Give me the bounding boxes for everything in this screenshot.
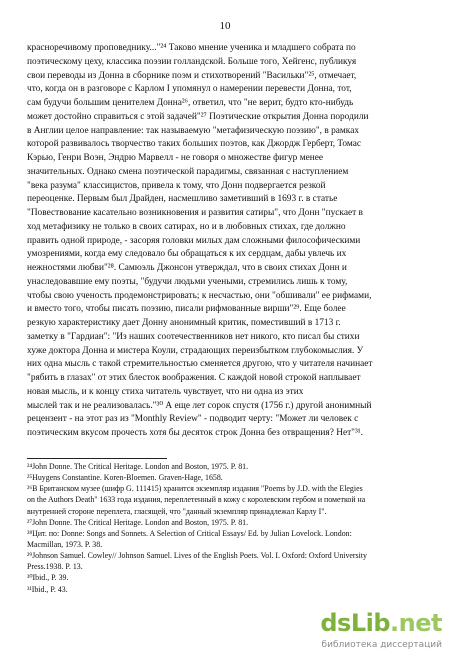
body-line: "рябить в глазах" от этих блесток воображения. С каждой новой строкой наплывает — [27, 373, 361, 383]
body-line: править одной природе, - засоряя головки милых дам сложными философическими — [27, 235, 361, 246]
body-line: может достойно справиться с этой задачей"²⁷ Поэтические открытия Донна породили — [27, 111, 369, 122]
footnotes — [27, 461, 425, 595]
body-line: новая мысль, и к концу стиха читатель чувствует, что ни одна из этих — [27, 386, 304, 397]
body-line: красноречивому проповеднику..."²⁴ Таково мнение ученика и младшего собрата по — [27, 43, 356, 53]
footnote-25: ²⁵Huygens Constantine. Koren-Bloemen. Graven-Hage, 1658. — [27, 473, 223, 483]
body-line: хуже доктора Донна и мистера Коули, страдающих переизбытком глубокомыслия. У — [27, 345, 364, 356]
body-line: что, когда он в разговоре с Карлом I упомянул о намерении перевести Донна, тот, — [27, 84, 352, 95]
footnote-divider — [27, 458, 167, 459]
body-line: "Повествование касательно возникновения и развития сатиры", что Донн "пускает в — [27, 208, 363, 218]
body-line: сам будучи большим ценителем Донна²⁶, ответил, что "не верит, будто кто-нибудь — [27, 98, 354, 108]
body-text — [27, 42, 425, 441]
footnote-31: ³¹Ibid., P. 43. — [27, 584, 68, 594]
body-line: унаследовавшие ему поэты, "будучи людьми учеными, стремились лишь к тому, — [27, 276, 348, 287]
body-line: и вместо того, чтобы писать поэзию, писали рифмованные вирши"²⁹. Еще более — [27, 304, 346, 315]
body-line: переоценке. Первым был Драйден, насмешливо заметивший в 1693 г. в статье — [27, 194, 338, 205]
body-line: мыслей так и не реализовалась."³⁰ А еще лет сорок спустя (1756 г.) другой анонимный — [27, 400, 372, 411]
footnote-28-cont: Macmillan, 1973. P. 38. — [27, 539, 103, 549]
body-line: которой развивалось творчество таких больших поэтов, как Джордж Герберт, Томас — [27, 139, 362, 150]
footnote-26: ²⁶В Британском музее (шифр G. 111415) хранится экземпляр издания "Poems by J.D. with the Elegies — [27, 484, 363, 494]
footnote-28: ²⁸Цит. по: Donne: Songs and Sonnets. A Selection of Critical Essays/ Ed. by Julian Lovelock. London: — [27, 528, 352, 538]
footnote-24: ²⁴John Donne. The Critical Heritage. London and Boston, 1975. P. 81. — [27, 462, 249, 471]
footnote-26-cont: on the Authors Death" 1633 года издания, переплетенный в кожу с королевским гербом и пометкой на — [27, 495, 366, 505]
body-line: в Англии целое направление: так называемую "метафизическую поэзию", в рамках — [27, 125, 360, 136]
body-line: резкую характеристику дает Донну анонимный критик, поместивший в 1713 г. — [27, 318, 341, 328]
body-line: рецензент - на этот раз из "Monthly Review" - подводит черту: "Может ли человек с — [27, 414, 359, 425]
body-line: нежностями любви"²⁸. Самюэль Джонсон утверждал, что в своих стихах Донн и — [27, 263, 347, 273]
footnote-29: ²⁹Johnson Samuel. Cowley// Johnson Samuel. Lives of the English Poets. Vol. I. Oxford: Oxford University — [27, 551, 367, 561]
watermark-tagline: библиотека диссертаций — [321, 640, 442, 650]
body-line: умозрениями, когда ему следовало бы обращаться к их сердцам, дабы увлечь их — [27, 249, 347, 260]
body-line: поэтическим вкусом прочесть хотя бы десяток строк Донна без отвращения? Нет"³¹. — [27, 428, 363, 438]
body-line: них одна мысль с такой стремительностью сменяется другою, что у читателя начинает — [27, 359, 373, 370]
footnote-26-cont: внутренней стороне переплета, гласящей, что "данный экземпляр принадлежал Карлу I". — [27, 506, 327, 516]
footnote-29-cont: Press.1938. P. 13. — [27, 562, 83, 572]
body-line: чтобы свою ученость продемонстрировать; к несчастью, они "обшивали" ее рифмами, — [27, 290, 372, 301]
body-line: ход метафизику не только в своих сатирах, но и в любовных стихах, где должно — [27, 221, 346, 232]
page-number: 10 — [219, 20, 231, 32]
body-line: свои переводы из Донна в сборнике поэм и стихотворений "Васильки"²⁵, отмечает, — [27, 70, 357, 81]
footnote-30: ³⁰Ibid., P. 39. — [27, 573, 69, 583]
body-line: Кэрью, Генри Воэн, Эндрю Марвелл - не говоря о множестве фигур менее — [27, 153, 324, 163]
body-line: значительных. Однако смена поэтической парадигмы, связанная с наступлением — [27, 166, 349, 177]
footnote-27: ²⁷John Donne. The Critical Heritage. London and Boston, 1975. P. 81. — [27, 517, 249, 527]
body-line: "века разума" классицистов, привела к тому, что Донн подвергается резкой — [27, 180, 326, 191]
body-line: поэтическому цеху, классика поэзии голландской. Больше того, Хейгенс, публикуя — [27, 56, 357, 67]
watermark-logo-tld: .net — [390, 609, 442, 637]
body-line: заметку в "Гардиан": "Из наших соотечественников нет никого, кто писал бы стихи — [27, 331, 360, 342]
watermark-logo-main: dsLib — [320, 609, 391, 637]
watermark-logo — [320, 610, 442, 636]
watermark — [320, 609, 442, 650]
